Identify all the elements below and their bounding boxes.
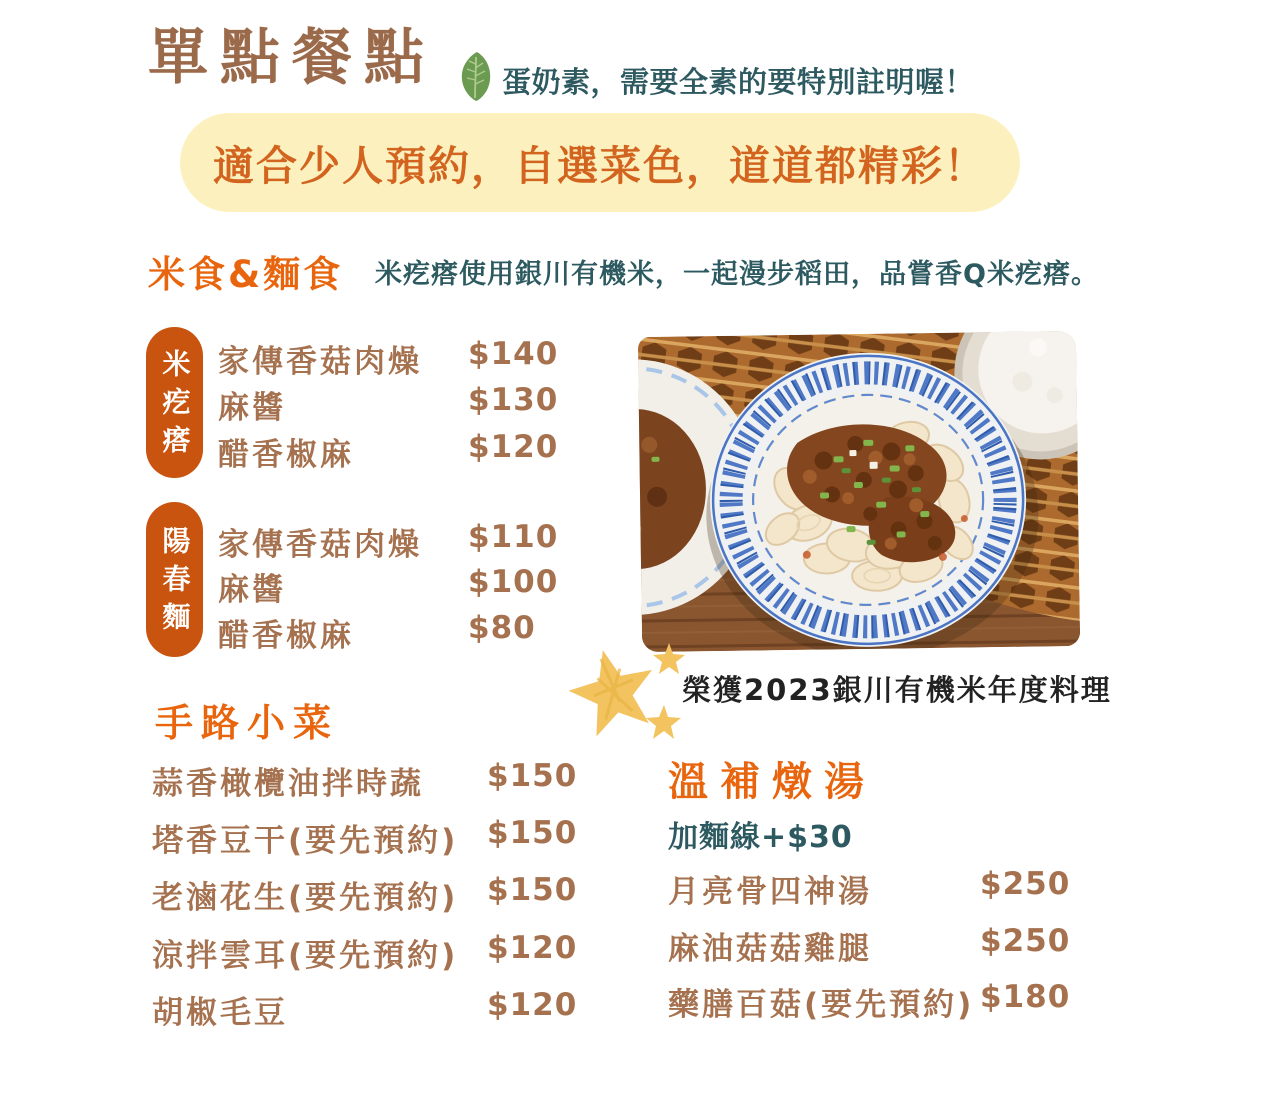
item-price: $100 [468, 564, 559, 600]
item-name: 醋香椒麻 [218, 618, 354, 654]
category-pill-label: 陽春麵 [158, 525, 192, 640]
item-price: $150 [487, 815, 578, 851]
item-name: 藥膳百菇(要先預約) [668, 987, 975, 1023]
item-price: $130 [468, 382, 559, 418]
item-name: 涼拌雲耳(要先預約) [152, 938, 459, 974]
menu-item-row [152, 930, 578, 974]
menu-item-row [152, 872, 578, 916]
category-pill-label: 米疙瘩 [158, 348, 192, 463]
item-name: 麻油菇菇雞腿 [668, 931, 872, 967]
menu-item-row [218, 382, 559, 426]
section-title-rice-noodle: 米食&麵食 [148, 253, 344, 296]
item-price: $250 [980, 866, 1071, 902]
menu-item-row [218, 519, 559, 563]
item-price: $180 [980, 979, 1071, 1015]
item-name: 塔香豆干(要先預約) [152, 823, 459, 859]
item-price: $250 [980, 923, 1071, 959]
item-price: $150 [487, 872, 578, 908]
item-price: $150 [487, 758, 578, 794]
promo-banner [180, 113, 1020, 212]
item-price: $110 [468, 519, 559, 555]
item-price: $120 [487, 987, 578, 1023]
category-pill-rice-gnocchi [146, 327, 203, 478]
item-price: $120 [468, 429, 559, 465]
menu-item-row [218, 564, 559, 608]
menu-item-row [668, 866, 1071, 910]
menu-item-row [152, 758, 578, 802]
item-name: 麻醬 [218, 390, 286, 426]
item-name: 家傳香菇肉燥 [218, 344, 422, 380]
item-name: 醋香椒麻 [218, 437, 354, 473]
item-name: 胡椒毛豆 [152, 995, 288, 1031]
item-name: 蒜香橄欖油拌時蔬 [152, 766, 424, 802]
section-title-soups: 溫補燉湯 [668, 759, 876, 805]
item-name: 麻醬 [218, 572, 286, 608]
item-name: 家傳香菇肉燥 [218, 527, 422, 563]
section-desc-rice-noodle: 米疙瘩使用銀川有機米，一起漫步稻田，品嘗香Q米疙瘩。 [375, 259, 1099, 290]
menu-item-row [668, 979, 1071, 1023]
menu-item-row [218, 336, 559, 380]
award-caption: 榮獲2023銀川有機米年度料理 [682, 673, 1112, 707]
leaf-icon [456, 50, 496, 102]
menu-item-row [218, 610, 536, 654]
menu-item-row [668, 923, 1071, 967]
category-pill-plain-noodle [146, 502, 203, 657]
dish-photo [638, 331, 1080, 652]
item-name: 月亮骨四神湯 [668, 874, 872, 910]
item-price: $140 [468, 336, 559, 372]
menu-item-row [218, 429, 559, 473]
soup-addon-note: 加麵線+$30 [668, 820, 853, 855]
section-title-side-dishes: 手路小菜 [155, 701, 340, 745]
item-name: 老滷花生(要先預約) [152, 880, 459, 916]
menu-item-row [152, 987, 578, 1031]
item-price: $80 [468, 610, 536, 646]
page-title: 單點餐點 [148, 23, 436, 93]
item-price: $120 [487, 930, 578, 966]
veg-note: 蛋奶素，需要全素的要特別註明喔！ [502, 65, 975, 99]
menu-item-row [152, 815, 578, 859]
promo-banner-text: 適合少人預約，自選菜色，道道都精彩！ [213, 142, 987, 190]
